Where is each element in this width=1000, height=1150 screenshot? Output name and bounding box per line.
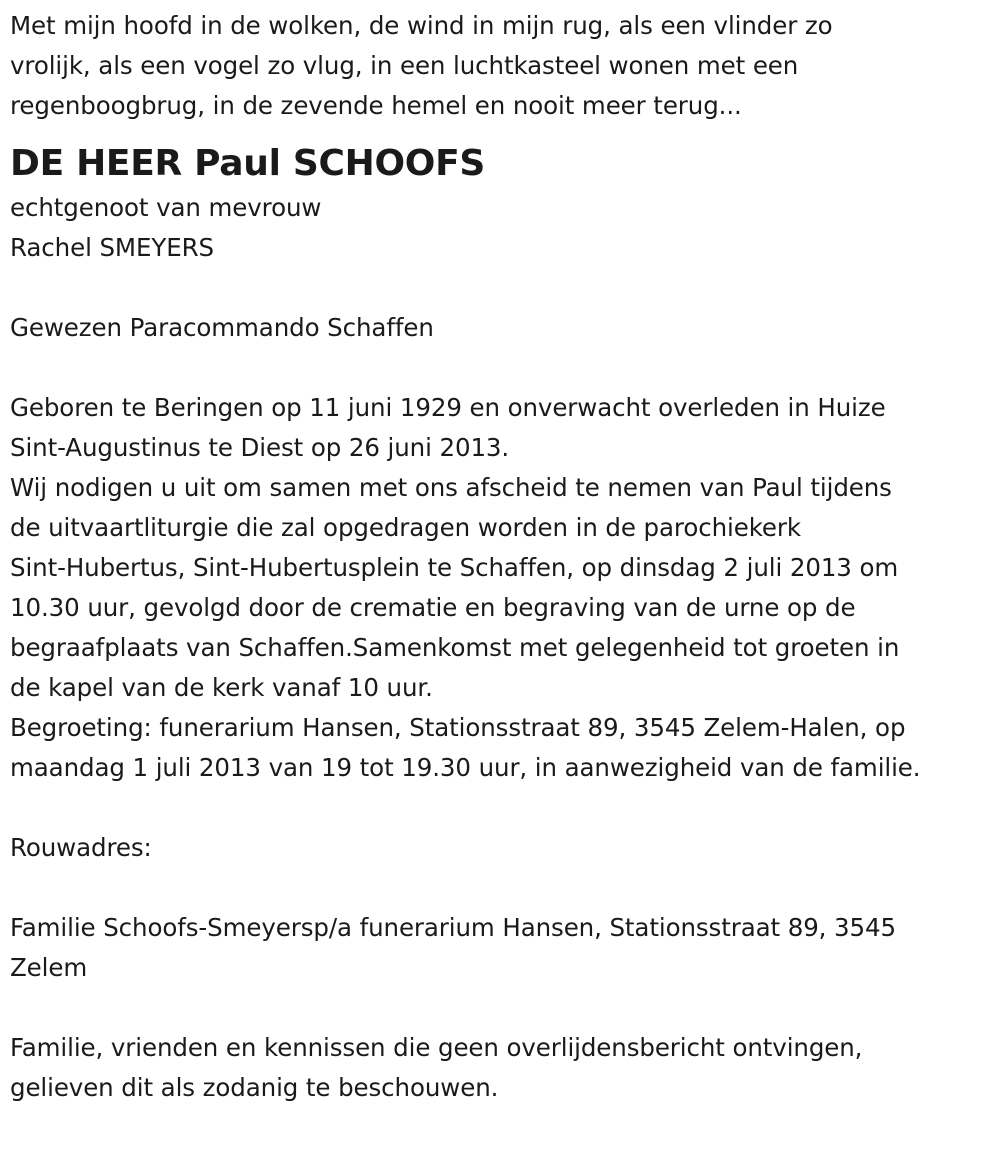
deceased-name-heading: DE HEER Paul SCHOOFS: [10, 143, 485, 184]
spacer: [10, 788, 995, 828]
details-line: Geboren te Beringen op 11 juni 1929 en onverwacht overleden in Huize: [10, 393, 886, 422]
spouse-line: echtgenoot van mevrouw: [10, 193, 322, 222]
address-block: [10, 908, 995, 988]
closing-line: Familie, vrienden en kennissen die geen overlijdensbericht ontvingen,: [10, 1033, 863, 1062]
spacer: [10, 868, 995, 908]
address-label: Rouwadres:: [10, 833, 152, 862]
poem-line: Met mijn hoofd in de wolken, de wind in mijn rug, als een vlinder zo: [10, 11, 833, 40]
details-line: Begroeting: funerarium Hansen, Stationsstraat 89, 3545 Zelem-Halen, op: [10, 713, 906, 742]
details-block: [10, 388, 995, 788]
details-line: de uitvaartliturgie die zal opgedragen worden in de parochiekerk: [10, 513, 801, 542]
spacer: [10, 988, 995, 1028]
details-line: Sint-Hubertus, Sint-Hubertusplein te Schaffen, op dinsdag 2 juli 2013 om: [10, 553, 899, 582]
closing-line: gelieven dit als zodanig te beschouwen.: [10, 1073, 499, 1102]
spacer: [10, 348, 995, 388]
address-line: Familie Schoofs-Smeyersp/a funerarium Hansen, Stationsstraat 89, 3545: [10, 913, 897, 942]
details-line: Wij nodigen u uit om samen met ons afscheid te nemen van Paul tijdens: [10, 473, 892, 502]
details-line: 10.30 uur, gevolgd door de crematie en begraving van de urne op de: [10, 593, 856, 622]
spacer: [10, 268, 995, 308]
details-line: de kapel van de kerk vanaf 10 uur.: [10, 673, 433, 702]
spouse-name: Rachel SMEYERS: [10, 233, 214, 262]
details-line: begraafplaats van Schaffen.Samenkomst met gelegenheid tot groeten in: [10, 633, 900, 662]
spouse-block: [10, 188, 995, 268]
occupation-line: Gewezen Paracommando Schaffen: [10, 313, 434, 342]
poem-block: [10, 6, 995, 126]
closing-block: [10, 1028, 995, 1108]
address-line: Zelem: [10, 953, 88, 982]
poem-line: regenboogbrug, in de zevende hemel en nooit meer terug...: [10, 91, 742, 120]
poem-line: vrolijk, als een vogel zo vlug, in een luchtkasteel wonen met een: [10, 51, 799, 80]
obituary-notice: [10, 6, 995, 1108]
details-line: maandag 1 juli 2013 van 19 tot 19.30 uur, in aanwezigheid van de familie.: [10, 753, 921, 782]
details-line: Sint-Augustinus te Diest op 26 juni 2013.: [10, 433, 510, 462]
